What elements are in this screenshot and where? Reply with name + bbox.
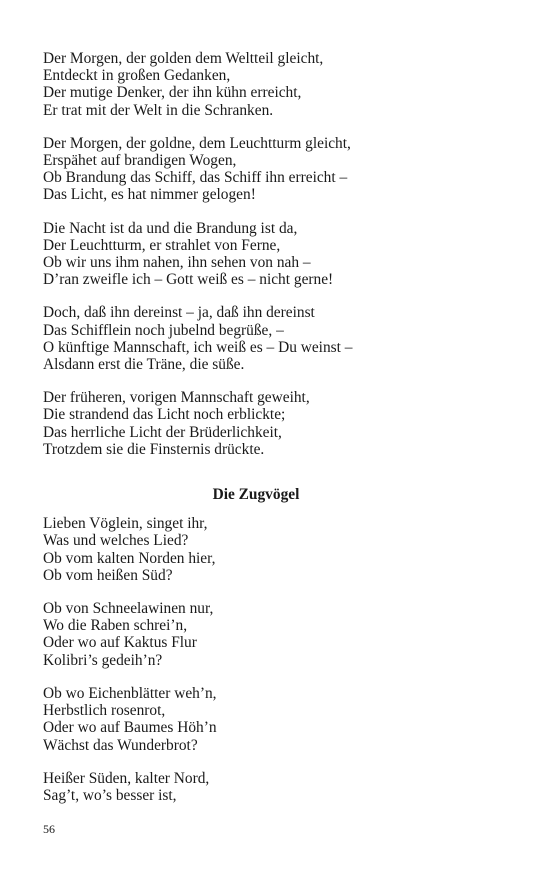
verse-line: Er trat mit der Welt in die Schranken. — [43, 101, 274, 119]
verse-line: Ob Brandung das Schiff, das Schiff ihn erreicht – — [43, 169, 348, 187]
verse-line: Was und welches Lied? — [43, 532, 189, 550]
stanza — [43, 685, 483, 754]
verse-line: D’ran zweifle ich – Gott weiß es – nicht gerne! — [43, 271, 334, 289]
page-number: 56 — [43, 822, 55, 836]
verse-line: Oder wo auf Baumes Höh’n — [43, 719, 217, 737]
verse-line: Lieben Vöglein, singet ihr, — [43, 515, 208, 533]
stanza — [43, 770, 483, 804]
verse-line: Erspähet auf brandigen Wogen, — [43, 152, 237, 170]
verse-line: Der früheren, vorigen Mannschaft geweiht, — [43, 389, 310, 407]
verse-line: Das Licht, es hat nimmer gelogen! — [43, 186, 256, 204]
verse-line: Ob wir uns ihm nahen, ihn sehen von nah – — [43, 254, 311, 272]
stanza — [43, 600, 483, 669]
verse-line: Trotzdem sie die Finsternis drückte. — [43, 440, 265, 458]
verse-line: Alsdann erst die Träne, die süße. — [43, 356, 245, 374]
verse-line: Ob von Schneelawinen nur, — [43, 600, 214, 618]
verse-line: Der mutige Denker, der ihn kühn erreicht, — [43, 84, 302, 102]
page-body — [43, 50, 483, 804]
verse-line: Die Nacht ist da und die Brandung ist da, — [43, 219, 298, 237]
verse-line: Die strandend das Licht noch erblickte; — [43, 406, 286, 424]
stanza — [43, 304, 483, 373]
verse-line: Das Schifflein noch jubelnd begrüße, – — [43, 321, 284, 339]
verse-line: Sag’t, wo’s besser ist, — [43, 786, 177, 804]
verse-line: Ob vom heißen Süd? — [43, 566, 173, 584]
verse-line: Wächst das Wunderbrot? — [43, 736, 198, 754]
poem-2 — [43, 515, 483, 804]
poem-title: Die Zugvögel — [212, 486, 300, 504]
verse-line: Oder wo auf Kaktus Flur — [43, 634, 197, 652]
stanza — [43, 515, 483, 584]
verse-line: Der Morgen, der golden dem Weltteil gleicht, — [43, 50, 324, 67]
verse-line: Entdeckt in großen Gedanken, — [43, 67, 231, 85]
verse-line: Der Leuchtturm, er strahlet von Ferne, — [43, 236, 281, 254]
stanza — [43, 220, 483, 289]
stanza — [43, 135, 483, 204]
verse-line: Ob vom kalten Norden hier, — [43, 549, 216, 567]
verse-line: Heißer Süden, kalter Nord, — [43, 769, 210, 787]
verse-line: Herbstlich rosenrot, — [43, 702, 166, 720]
verse-line: O künftige Mannschaft, ich weiß es – Du weinst – — [43, 338, 353, 356]
verse-line: Das herrliche Licht der Brüderlichkeit, — [43, 423, 282, 441]
verse-line: Ob wo Eichenblätter weh’n, — [43, 684, 217, 702]
verse-line: Kolibri’s gedeih’n? — [43, 651, 163, 669]
stanza — [43, 389, 483, 458]
verse-line: Der Morgen, der goldne, dem Leuchtturm gleicht, — [43, 134, 351, 152]
verse-line: Wo die Raben schrei’n, — [43, 617, 188, 635]
verse-line: Doch, daß ihn dereinst – ja, daß ihn dereinst — [43, 304, 315, 322]
poem-1 — [43, 50, 483, 458]
stanza — [43, 50, 483, 119]
